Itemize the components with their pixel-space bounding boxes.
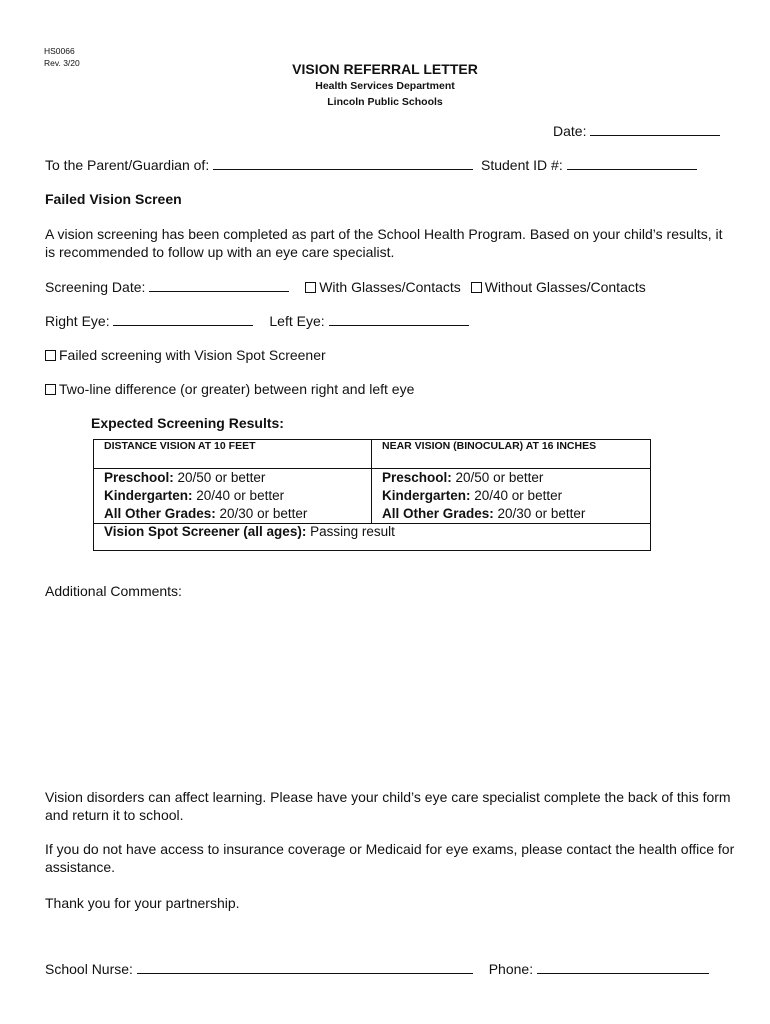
with-glasses-label: With Glasses/Contacts <box>319 279 461 295</box>
distance-preschool: Preschool: 20/50 or better <box>104 470 266 485</box>
nurse-label: School Nurse: <box>45 961 133 977</box>
date-field[interactable] <box>590 123 720 136</box>
results-title: Expected Screening Results: <box>91 415 284 431</box>
col-near-header: NEAR VISION (BINOCULAR) AT 16 INCHES <box>372 440 651 469</box>
failed-spot-row <box>45 347 326 363</box>
date-row <box>553 123 720 139</box>
letter-title: VISION REFERRAL LETTER <box>292 61 478 77</box>
results-table <box>93 439 651 551</box>
student-id-label: Student ID #: <box>481 157 563 173</box>
two-line-checkbox[interactable] <box>45 384 56 395</box>
distance-kindergarten: Kindergarten: 20/40 or better <box>104 488 285 503</box>
two-line-label: Two-line difference (or greater) between right and left eye <box>59 381 415 397</box>
date-label: Date: <box>553 123 587 139</box>
phone-label: Phone: <box>488 961 534 977</box>
nurse-field[interactable] <box>137 961 473 974</box>
screening-date-label: Screening Date: <box>45 279 146 295</box>
col-distance-header: DISTANCE VISION AT 10 FEET <box>94 440 372 469</box>
near-kindergarten: Kindergarten: 20/40 or better <box>382 488 563 503</box>
with-glasses-checkbox[interactable] <box>305 282 316 293</box>
parent-label: To the Parent/Guardian of: <box>45 157 210 173</box>
two-line-row <box>45 381 414 397</box>
form-code: HS0066 <box>44 46 75 56</box>
results-body-row <box>94 469 651 524</box>
spot-screener-cell: Vision Spot Screener (all ages): Passing result <box>94 524 651 551</box>
distance-cell <box>94 469 372 524</box>
near-preschool: Preschool: 20/50 or better <box>382 470 544 485</box>
closing-paragraph-1: Vision disorders can affect learning. Please have your child’s eye care specialist complete the back of this form and return it to school. <box>45 789 731 823</box>
comments-label: Additional Comments: <box>45 583 182 599</box>
near-other-grades: All Other Grades: 20/30 or better <box>382 506 586 521</box>
results-header-row <box>94 440 651 469</box>
school-name: Lincoln Public Schools <box>327 96 443 108</box>
left-eye-field[interactable] <box>329 313 469 326</box>
without-glasses-label: Without Glasses/Contacts <box>484 279 646 295</box>
section-title: Failed Vision Screen <box>45 191 182 207</box>
parent-name-field[interactable] <box>213 157 473 170</box>
form-revision: Rev. 3/20 <box>44 58 80 68</box>
student-id-field[interactable] <box>567 157 697 170</box>
screening-row <box>45 279 646 295</box>
near-cell <box>372 469 651 524</box>
right-eye-label: Right Eye: <box>45 313 110 329</box>
signature-row <box>45 961 709 977</box>
results-spot-row <box>94 524 651 551</box>
failed-spot-checkbox[interactable] <box>45 350 56 361</box>
eye-row <box>45 313 469 329</box>
without-glasses-checkbox[interactable] <box>471 282 482 293</box>
distance-other-grades: All Other Grades: 20/30 or better <box>104 506 308 521</box>
comments-area[interactable] <box>45 605 735 775</box>
closing-paragraph-2: If you do not have access to insurance coverage or Medicaid for eye exams, please contact the health office for assistance. <box>45 841 735 875</box>
intro-paragraph: A vision screening has been completed as part of the School Health Program. Based on your child’s results, it is recommended to follow up with an eye care specialist. <box>45 226 723 260</box>
parent-row <box>45 157 697 173</box>
closing-paragraph-3: Thank you for your partnership. <box>45 895 240 911</box>
right-eye-field[interactable] <box>113 313 253 326</box>
phone-field[interactable] <box>537 961 709 974</box>
left-eye-label: Left Eye: <box>269 313 325 329</box>
screening-date-field[interactable] <box>149 279 289 292</box>
department-name: Health Services Department <box>315 80 455 92</box>
failed-spot-label: Failed screening with Vision Spot Screener <box>59 347 326 363</box>
